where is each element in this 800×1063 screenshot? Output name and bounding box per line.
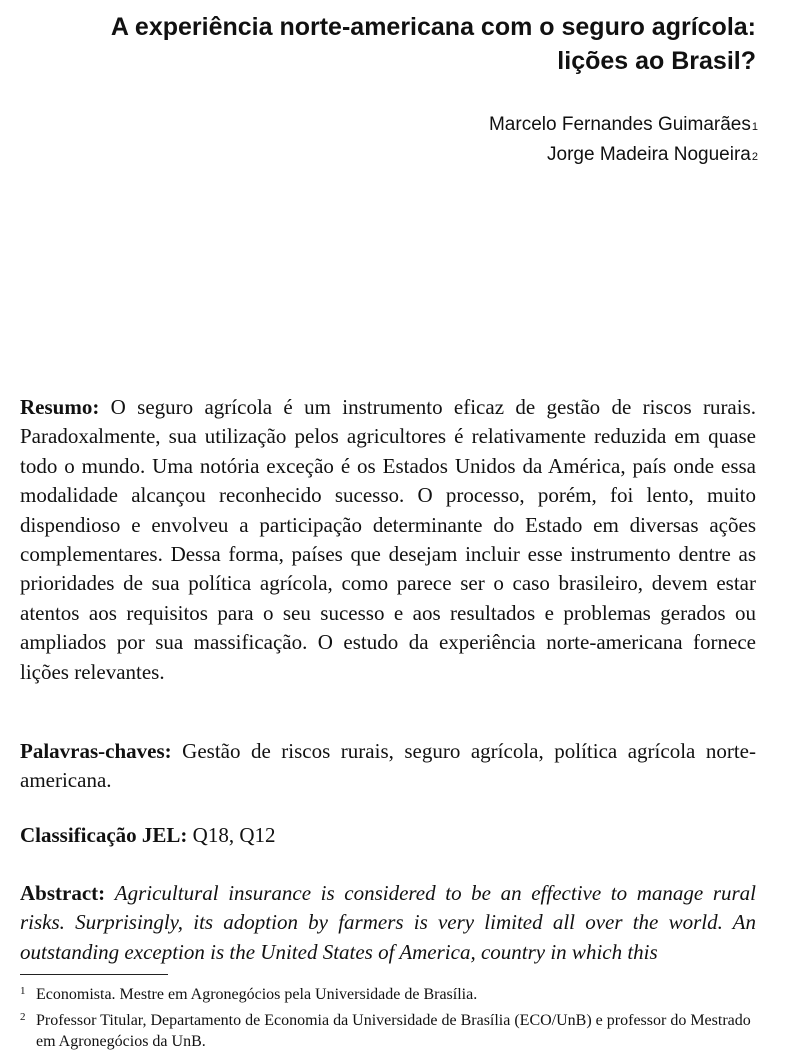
author-footnote-mark: 2	[751, 151, 758, 163]
jel-paragraph	[20, 821, 756, 850]
keywords-text: Gestão de riscos rurais, seguro agrícola, política agrícola norte-americana.	[20, 739, 756, 793]
author-footnote-mark: 1	[751, 121, 758, 133]
footnote-2	[20, 1010, 760, 1052]
jel-codes: Q18, Q12	[192, 823, 276, 847]
author-2	[300, 140, 758, 170]
author-name: Jorge Madeira Nogueira	[547, 144, 751, 165]
paper-title	[40, 10, 756, 78]
resumo-label: Resumo:	[20, 395, 100, 419]
jel-label: Classificação JEL:	[20, 823, 188, 847]
author-list	[300, 110, 758, 170]
abstract-label: Abstract:	[20, 881, 106, 905]
keywords-paragraph	[20, 737, 756, 796]
title-line-2: lições ao Brasil?	[557, 47, 756, 75]
title-line-1: A experiência norte-americana com o seguro agrícola:	[110, 13, 756, 41]
author-1	[300, 110, 758, 140]
keywords-label: Palavras-chaves:	[20, 739, 172, 763]
abstract-paragraph	[20, 879, 756, 967]
abstract-text: Agricultural insurance is considered to be an effective to manage rural risks. Surprisingly, its adoption by farmers is very limited all over the world. An outstanding exception is the United States of America, country in which this	[20, 881, 757, 964]
footnote-divider	[20, 974, 168, 975]
resumo-text: O seguro agrícola é um instrumento eficaz de gestão de riscos rurais. Paradoxalmente, sua utilização pelos agricultores é relativamente reduzida em quase todo o mundo. Uma notória exceção é os Estados Unidos da América, país onde essa modalidade alcançou reconhecido sucesso. O processo, porém, foi lento, muito dispendioso e envolveu a participação determinante do Estado em diversas ações complementares. Dessa forma, países que desejam incluir esse instrumento dentre as prioridades de sua política agrícola, como parece ser o caso brasileiro, devem estar atentos aos requisitos para o seu sucesso e aos resultados e problemas gerados ou ampliados por sua massificação. O estudo da experiência norte-americana fornece lições relevantes.	[20, 395, 757, 684]
footnote-mark: 2	[20, 1011, 26, 1023]
footnote-mark: 1	[20, 985, 26, 997]
footnote-text: Professor Titular, Departamento de Economia da Universidade de Brasília (ECO/UnB) e professor do Mestrado em Agronegócios da UnB.	[36, 1012, 751, 1050]
footnote-text: Economista. Mestre em Agronegócios pela Universidade de Brasília.	[36, 986, 478, 1003]
resumo-paragraph	[20, 393, 756, 687]
author-name: Marcelo Fernandes Guimarães	[488, 114, 751, 135]
footnote-1	[20, 984, 760, 1005]
